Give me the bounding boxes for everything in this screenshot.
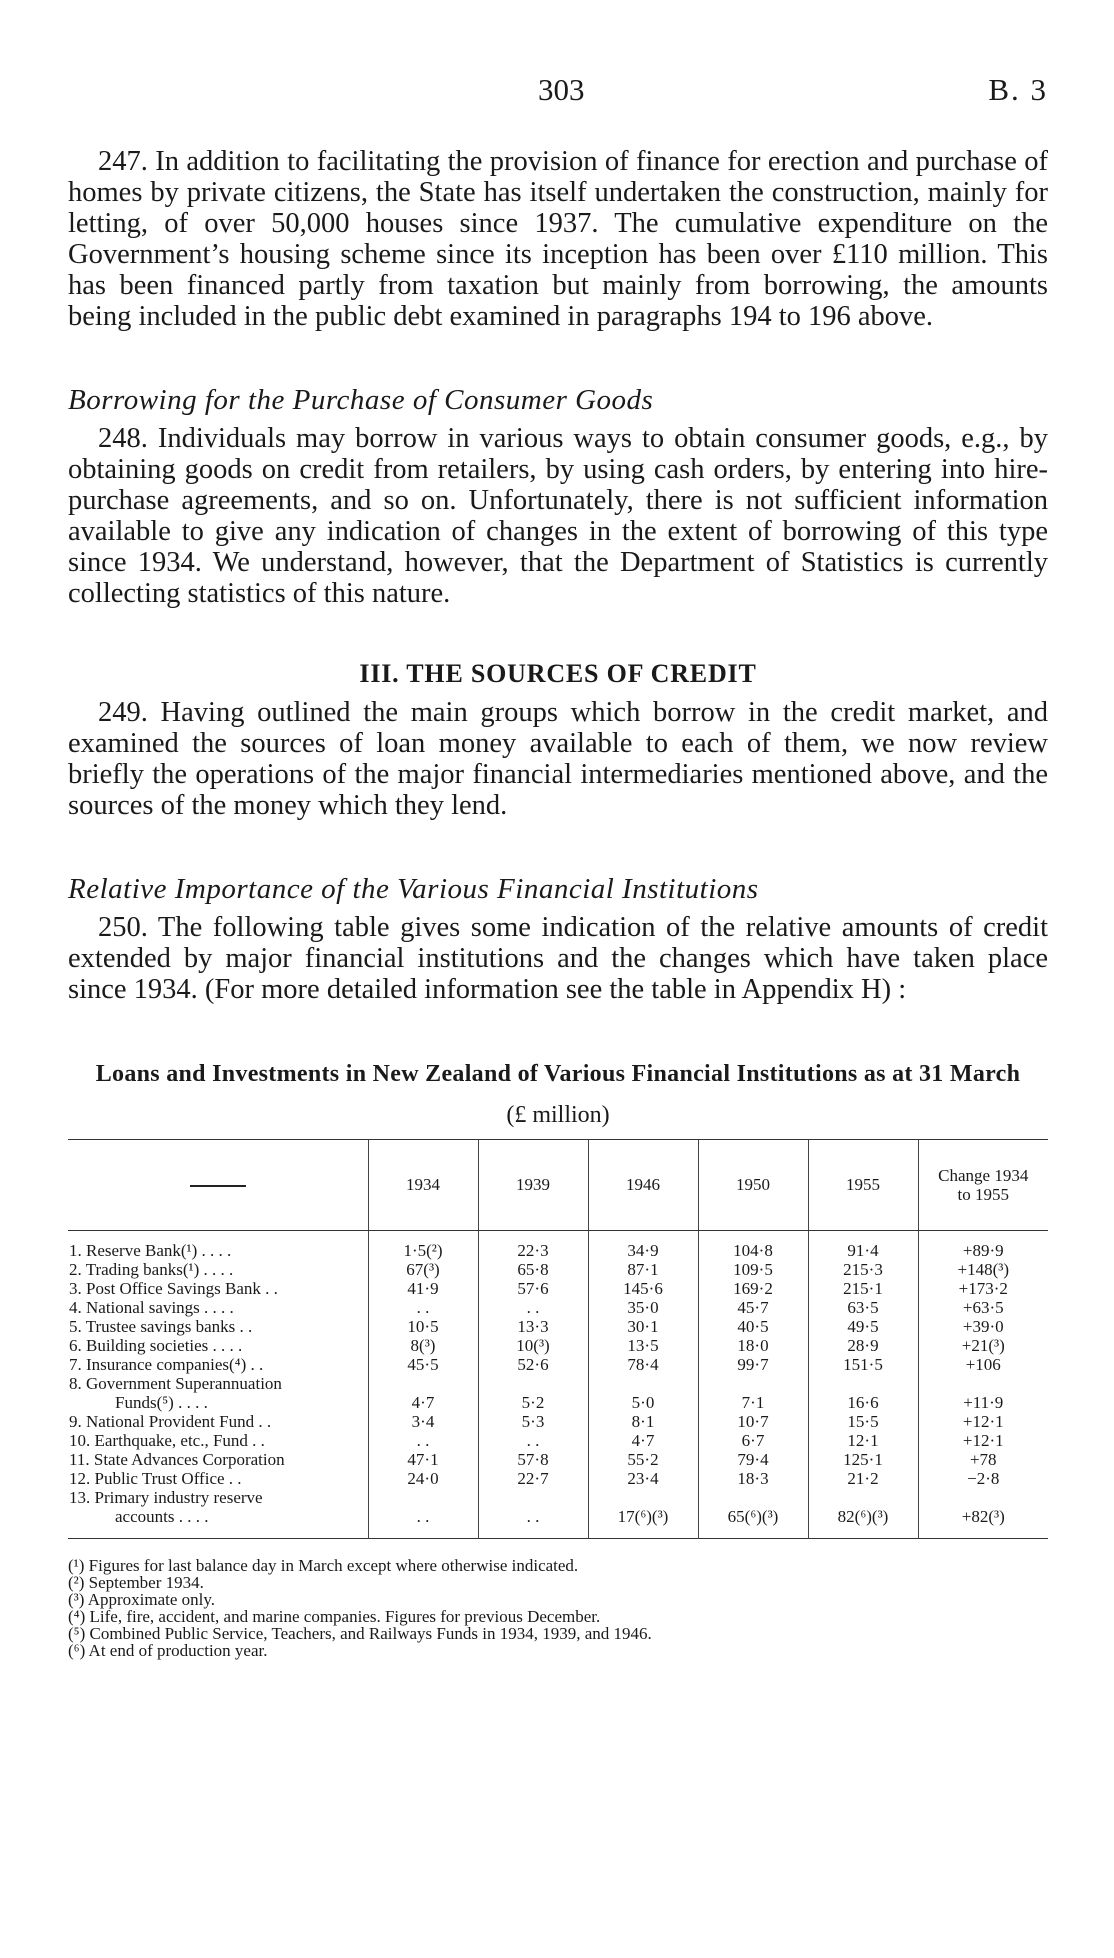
paragraph-250: 250. The following table gives some indication of the relative amounts of credit extended by major financial institutions and the changes which have taken place since 1934. (For more detailed information see the table in Appendix H) : — [68, 912, 1048, 1005]
paragraph-247: 247. In addition to facilitating the provision of finance for erection and purchase of homes by private citizens, the State has itself undertaken the construction, mainly for letting, of over 50,000 houses since 1937. The cumulative expenditure on the Government’s housing scheme since its inception has been over £110 million. This has been financed partly from taxation but mainly from borrowing, the amounts being included in the public debt examined in paragraphs 194 to 196 above. — [68, 146, 1048, 332]
row-label: 7. Insurance companies(⁴) . . — [69, 1355, 264, 1374]
table-cell: 5·2 — [521, 1393, 545, 1412]
table-cell: 24·0 — [407, 1469, 439, 1488]
header-change: Change 1934 to 1955 — [918, 1140, 1048, 1231]
table-cell: . . — [416, 1431, 430, 1450]
table-cell: 82(⁶)(³) — [837, 1507, 889, 1526]
row-label: 6. Building societies . . . . — [69, 1336, 243, 1355]
footnote: (⁵) Combined Public Service, Teachers, and Railways Funds in 1934, 1939, and 1946. — [68, 1624, 652, 1643]
section-heading-sources-of-credit: III. THE SOURCES OF CREDIT — [359, 659, 757, 688]
table-cell: +78 — [969, 1450, 997, 1469]
table-cell: 8·1 — [631, 1412, 655, 1431]
table-cell: 145·6 — [623, 1279, 663, 1298]
table-cell: 215·3 — [843, 1260, 883, 1279]
table-cell: 10(³) — [516, 1336, 550, 1355]
table-cell: 18·0 — [737, 1336, 769, 1355]
table-cell: 4·7 — [411, 1393, 435, 1412]
row-spacer — [370, 1488, 477, 1507]
header-1950: 1950 — [698, 1140, 808, 1231]
table-cell: 99·7 — [737, 1355, 769, 1374]
table-cell: 151·5 — [843, 1355, 883, 1374]
heading-borrowing-consumer-goods: Borrowing for the Purchase of Consumer Goods — [68, 384, 654, 416]
table-cell: 67(³) — [406, 1260, 440, 1279]
table-cell: 6·7 — [741, 1431, 765, 1450]
table-cell: 4·7 — [631, 1431, 655, 1450]
row-label: 5. Trustee savings banks . . — [69, 1317, 253, 1336]
table-cell: . . — [526, 1298, 540, 1317]
table-cell: 45·5 — [407, 1355, 439, 1374]
table-cell: 18·3 — [737, 1469, 769, 1488]
table-cell: +89·9 — [962, 1241, 1004, 1260]
row-spacer — [920, 1488, 1048, 1507]
row-spacer — [590, 1374, 697, 1393]
table-cell: +82(³) — [961, 1507, 1005, 1526]
footnotes — [68, 1557, 1048, 1659]
table-cell: +21(³) — [961, 1336, 1005, 1355]
heading-relative-importance: Relative Importance of the Various Financial Institutions — [68, 873, 759, 905]
table-cell: +12·1 — [962, 1412, 1004, 1431]
institution-labels — [68, 1231, 368, 1539]
table-cell: 10·5 — [407, 1317, 439, 1336]
table-cell: +39·0 — [962, 1317, 1004, 1336]
table-cell: 21·2 — [847, 1469, 879, 1488]
table-cell: 65·8 — [517, 1260, 549, 1279]
header-1939: 1939 — [478, 1140, 588, 1231]
table-cell: . . — [526, 1507, 540, 1526]
table-cell: 78·4 — [627, 1355, 659, 1374]
footnote: (²) September 1934. — [68, 1573, 204, 1592]
table-cell: −2·8 — [967, 1469, 1000, 1488]
row-spacer — [810, 1374, 917, 1393]
table-cell: 22·3 — [517, 1241, 549, 1260]
table-cell: 79·4 — [737, 1450, 769, 1469]
table-cell: 47·1 — [407, 1450, 439, 1469]
table-cell: 215·1 — [843, 1279, 883, 1298]
footnote: (⁴) Life, fire, accident, and marine companies. Figures for previous December. — [68, 1607, 601, 1626]
row-label-continuation: accounts . . . . — [115, 1507, 209, 1526]
table-cell: 49·5 — [847, 1317, 879, 1336]
table-cell: 52·6 — [517, 1355, 549, 1374]
table-cell: . . — [416, 1507, 430, 1526]
row-label: 9. National Provident Fund . . — [69, 1412, 272, 1431]
page-number: 303 — [538, 72, 585, 107]
table-cell: . . — [526, 1431, 540, 1450]
table-cell: 22·7 — [517, 1469, 549, 1488]
header-dash — [190, 1185, 246, 1187]
table-cell: 13·5 — [627, 1336, 659, 1355]
row-label: 8. Government Superannuation — [69, 1374, 282, 1393]
table-cell: +63·5 — [962, 1298, 1004, 1317]
table-cell: 5·3 — [521, 1412, 545, 1431]
row-label: 1. Reserve Bank(¹) . . . . — [69, 1241, 232, 1260]
values-1950 — [698, 1231, 808, 1539]
values-1946 — [588, 1231, 698, 1539]
table-cell: 169·2 — [733, 1279, 773, 1298]
footnote: (¹) Figures for last balance day in March except where otherwise indicated. — [68, 1556, 579, 1575]
row-spacer — [480, 1374, 587, 1393]
values-change — [918, 1231, 1048, 1539]
values-1939 — [478, 1231, 588, 1539]
footnote: (³) Approximate only. — [68, 1590, 216, 1609]
table-cell: 23·4 — [627, 1469, 659, 1488]
row-label: 12. Public Trust Office . . — [69, 1469, 242, 1488]
table-cell: . . — [416, 1298, 430, 1317]
table-cell: 16·6 — [847, 1393, 879, 1412]
row-spacer — [920, 1374, 1048, 1393]
row-spacer — [810, 1488, 917, 1507]
table-header-row — [68, 1140, 1048, 1231]
table-cell: 45·7 — [737, 1298, 769, 1317]
table-cell: 15·5 — [847, 1412, 879, 1431]
table-cell: 7·1 — [741, 1393, 765, 1412]
row-spacer — [590, 1488, 697, 1507]
document-page — [68, 60, 1048, 1659]
institutions-table — [68, 1139, 1048, 1539]
row-label: 3. Post Office Savings Bank . . — [69, 1279, 278, 1298]
table-unit: (£ million) — [506, 1102, 610, 1128]
row-spacer — [370, 1374, 477, 1393]
table-cell: 87·1 — [627, 1260, 659, 1279]
table-cell: 3·4 — [411, 1412, 435, 1431]
header-1955: 1955 — [808, 1140, 918, 1231]
table-cell: 65(⁶)(³) — [727, 1507, 779, 1526]
row-label: 11. State Advances Corporation — [69, 1450, 285, 1469]
table-cell: 104·8 — [733, 1241, 773, 1260]
row-label-continuation: Funds(⁵) . . . . — [115, 1393, 208, 1412]
document-reference: B. 3 — [988, 72, 1048, 107]
table-cell: 41·9 — [407, 1279, 439, 1298]
paragraph-248: 248. Individuals may borrow in various ways to obtain consumer goods, e.g., by obtaining goods on credit from retailers, by using cash orders, by entering into hire-purchase agreements, and so on. Unfortunately, there is not sufficient information available to give any indication of changes in the extent of borrowing of this type since 1934. We understand, however, that the Department of Statistics is currently collecting statistics of this nature. — [68, 423, 1048, 609]
table-cell: 109·5 — [733, 1260, 773, 1279]
table-cell: 13·3 — [517, 1317, 549, 1336]
row-label: 2. Trading banks(¹) . . . . — [69, 1260, 234, 1279]
footnote: (⁶) At end of production year. — [68, 1641, 268, 1660]
table-body-row — [68, 1231, 1048, 1539]
header-1934: 1934 — [368, 1140, 478, 1231]
table-cell: 35·0 — [627, 1298, 659, 1317]
table-cell: +11·9 — [963, 1393, 1004, 1412]
table-cell: 91·4 — [847, 1241, 879, 1260]
table-cell: 28·9 — [847, 1336, 879, 1355]
row-label: 13. Primary industry reserve — [69, 1488, 263, 1507]
table-cell: 10·7 — [737, 1412, 769, 1431]
values-1955 — [808, 1231, 918, 1539]
table-cell: 63·5 — [847, 1298, 879, 1317]
table-cell: 1·5(²) — [403, 1241, 443, 1260]
row-label: 10. Earthquake, etc., Fund . . — [69, 1431, 265, 1450]
table-cell: 5·0 — [631, 1393, 655, 1412]
table-cell: +148(³) — [957, 1260, 1009, 1279]
table-cell: 125·1 — [843, 1450, 883, 1469]
table-cell: 8(³) — [410, 1336, 436, 1355]
table-cell: 55·2 — [627, 1450, 659, 1469]
row-label: 4. National savings . . . . — [69, 1298, 234, 1317]
page-header — [68, 60, 1048, 110]
table-cell: 40·5 — [737, 1317, 769, 1336]
table-cell: 57·8 — [517, 1450, 549, 1469]
table-cell: 12·1 — [847, 1431, 879, 1450]
table-cell: 30·1 — [627, 1317, 659, 1336]
table-cell: +12·1 — [962, 1431, 1004, 1450]
table-cell: +173·2 — [958, 1279, 1008, 1298]
row-spacer — [480, 1488, 587, 1507]
header-label-column — [68, 1140, 368, 1231]
header-1946: 1946 — [588, 1140, 698, 1231]
table-cell: 34·9 — [627, 1241, 659, 1260]
row-spacer — [700, 1488, 807, 1507]
values-1934 — [368, 1231, 478, 1539]
table-cell: +106 — [965, 1355, 1001, 1374]
table-title: Loans and Investments in New Zealand of Various Financial Institutions as at 31 March — [95, 1061, 1021, 1087]
paragraph-249: 249. Having outlined the main groups which borrow in the credit market, and examined the sources of loan money available to each of them, we now review briefly the operations of the major financial intermediaries mentioned above, and the sources of the money which they lend. — [68, 697, 1048, 821]
table-cell: 17(⁶)(³) — [617, 1507, 669, 1526]
table-cell: 57·6 — [517, 1279, 549, 1298]
row-spacer — [700, 1374, 807, 1393]
